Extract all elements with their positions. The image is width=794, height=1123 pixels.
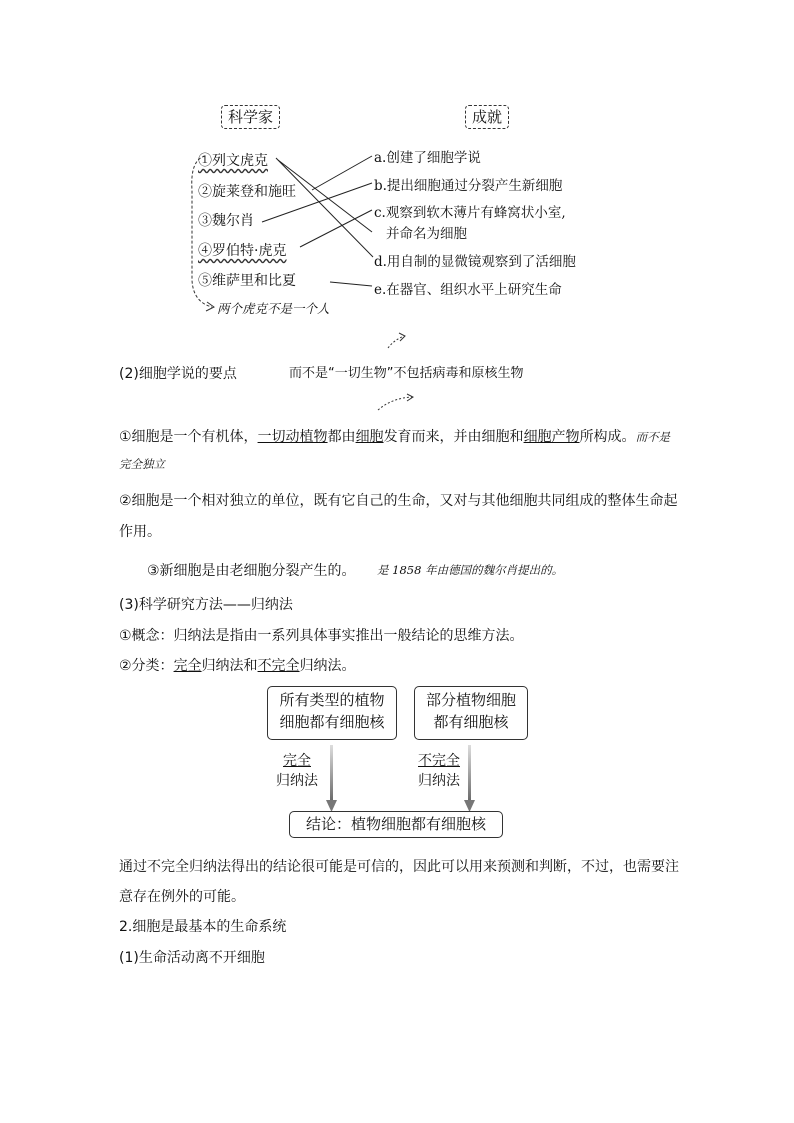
scientist-5: ⑤维萨里和比夏 — [198, 273, 296, 289]
method-concept: ①概念：归纳法是指由一系列具体事实推出一般结论的思维方法。 — [119, 628, 524, 644]
achievements-tag: 成就 — [465, 105, 509, 129]
scientists-tag: 科学家 — [221, 105, 280, 129]
method-heading: (3)科学研究方法——归纳法 — [119, 597, 293, 613]
point-1-note: 完全独立 — [119, 457, 165, 471]
point-2-line2: 作用。 — [119, 524, 161, 540]
link-line — [312, 156, 372, 190]
arrow-head — [399, 333, 405, 341]
section-2-heading: 2.细胞是最基本的生命系统 — [119, 919, 287, 935]
scientist-1: ①列文虎克 — [198, 153, 268, 169]
side-note: 而不是“一切生物”不包括病毒和原核生物 — [289, 366, 524, 381]
achievement-d: d.用自制的显微镜观察到了活细胞 — [374, 254, 576, 270]
dashed-arrow — [388, 336, 404, 348]
conclusion-box: 结论：植物细胞都有细胞核 — [289, 811, 503, 838]
scientist-4: ④罗伯特·虎克 — [198, 243, 287, 259]
after-text-2: 意存在例外的可能。 — [119, 889, 245, 905]
point-2-line1: ②细胞是一个相对独立的单位，既有它自己的生命，又对与其他细胞共同组成的整体生命起 — [119, 493, 678, 509]
after-text-1: 通过不完全归纳法得出的结论很可能是可信的，因此可以用来预测和判断，不过，也需要注 — [119, 859, 679, 875]
scientist-2: ②旋莱登和施旺 — [198, 184, 296, 200]
section-2-sub: (1)生命活动离不开细胞 — [119, 950, 265, 966]
dashed-arrow — [378, 397, 412, 410]
link-line — [330, 282, 372, 286]
handwritten-note: 两个虎克不是一个人 — [217, 301, 330, 316]
label-complete-method: 归纳法 — [276, 773, 318, 789]
link-line — [300, 210, 372, 247]
achievement-c-cont: 并命名为细胞 — [386, 226, 467, 242]
achievement-c: c.观察到软木薄片有蜂窝状小室, — [374, 205, 566, 221]
scientist-3: ③魏尔肖 — [198, 213, 254, 229]
arrow-shaft-left — [330, 745, 333, 803]
box-incomplete: 部分植物细胞 都有细胞核 — [414, 686, 528, 740]
bracket-arrow — [206, 302, 214, 311]
point-1: ①细胞是一个有机体，一切动植物都由细胞发育而来，并由细胞和细胞产物所构成。而不是 — [119, 429, 671, 445]
section-heading: (2)细胞学说的要点 — [119, 366, 237, 382]
method-classify: ②分类：完全归纳法和不完全归纳法。 — [119, 658, 356, 674]
achievement-a: a.创建了细胞学说 — [374, 150, 481, 166]
box-complete: 所有类型的植物 细胞都有细胞核 — [267, 686, 397, 740]
point-3-note: 是 1858 年由德国的魏尔肖提出的。 — [377, 563, 564, 577]
link-line — [276, 158, 373, 257]
point-3: ③新细胞是由老细胞分裂产生的。 — [147, 563, 356, 579]
achievement-e: e.在器官、组织水平上研究生命 — [374, 282, 562, 298]
achievement-b: b.提出细胞通过分裂产生新细胞 — [374, 178, 563, 194]
label-complete: 完全 — [283, 753, 311, 769]
label-incomplete-method: 归纳法 — [418, 773, 460, 789]
label-incomplete: 不完全 — [418, 753, 460, 769]
arrow-shaft-right — [468, 745, 471, 803]
